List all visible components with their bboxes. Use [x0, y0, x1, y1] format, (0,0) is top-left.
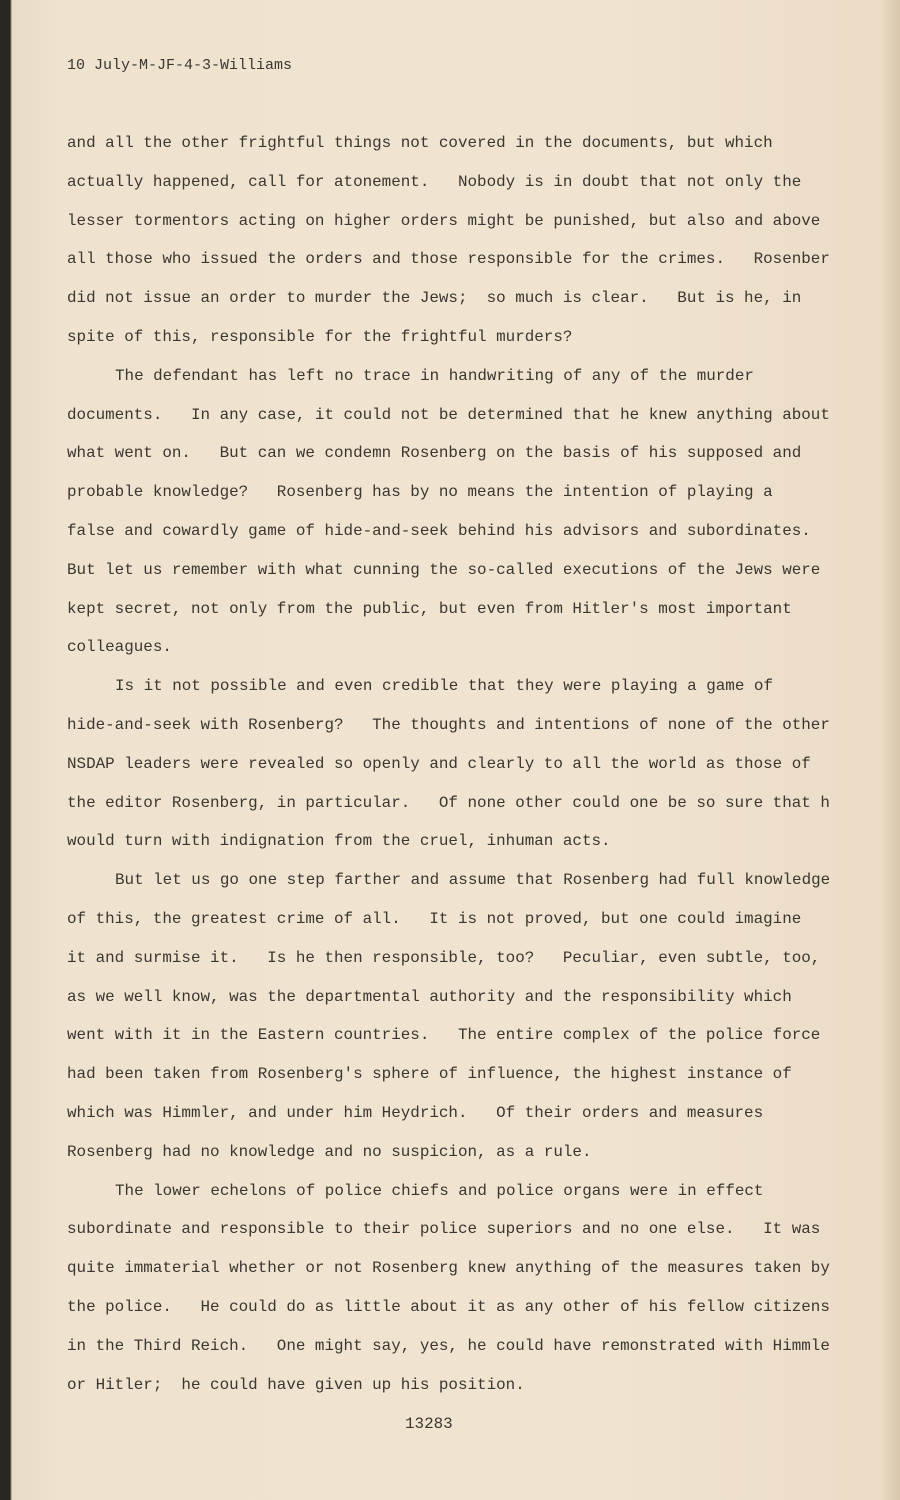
page-number: 13283 — [405, 1415, 453, 1433]
text-line: Rosenberg had no knowledge and no suspicion, as a rule. — [67, 1142, 592, 1161]
text-line: probable knowledge? Rosenberg has by no means the intention of playing a — [67, 483, 773, 502]
text-line: would turn with indignation from the cruel, inhuman acts. — [67, 832, 611, 851]
text-line: had been taken from Rosenberg's sphere of influence, the highest instance of — [67, 1065, 792, 1084]
document-body — [67, 133, 857, 1413]
text-line: which was Himmler, and under him Heydrich. Of their orders and measures — [67, 1103, 764, 1122]
text-line: of this, the greatest crime of all. It is not proved, but one could imagine — [67, 909, 802, 928]
text-line: what went on. But can we condemn Rosenberg on the basis of his supposed and — [67, 444, 802, 463]
text-line: actually happened, call for atonement. Nobody is in doubt that not only the — [67, 172, 802, 191]
text-line: spite of this, responsible for the frightful murders? — [67, 327, 573, 346]
text-line: went with it in the Eastern countries. The entire complex of the police force — [67, 1026, 821, 1045]
text-line: the police. He could do as little about it as any other of his fellow citizens — [67, 1297, 830, 1316]
text-line: But let us remember with what cunning the so-called executions of the Jews were — [67, 560, 821, 579]
text-line: did not issue an order to murder the Jews; so much is clear. But is he, in — [67, 289, 802, 308]
text-line: The defendant has left no trace in handwriting of any of the murder — [115, 366, 754, 385]
text-line: false and cowardly game of hide-and-seek behind his advisors and subordinates. — [67, 521, 811, 540]
text-line: hide-and-seek with Rosenberg? The thoughts and intentions of none of the other — [67, 715, 830, 734]
text-line: and all the other frightful things not covered in the documents, but which — [67, 134, 773, 152]
page-header: 10 July-M-JF-4-3-Williams — [67, 57, 293, 74]
text-line: lesser tormentors acting on higher orders might be punished, but also and above — [67, 211, 821, 230]
text-line: But let us go one step farther and assume that Rosenberg had full knowledge — [115, 871, 831, 890]
text-line: as we well know, was the departmental authority and the responsibility which — [67, 987, 792, 1006]
text-line: Is it not possible and even credible that they were playing a game of — [115, 677, 773, 696]
text-line: or Hitler; he could have given up his position. — [67, 1375, 525, 1394]
text-line: subordinate and responsible to their police superiors and no one else. It was — [67, 1220, 821, 1239]
text-line: NSDAP leaders were revealed so openly and clearly to all the world as those of — [67, 754, 811, 773]
text-line: the editor Rosenberg, in particular. Of none other could one be so sure that h — [67, 793, 830, 812]
text-line: documents. In any case, it could not be determined that he knew anything about — [67, 405, 830, 424]
text-line: all those who issued the orders and those responsible for the crimes. Rosenber — [67, 250, 830, 269]
text-line: it and surmise it. Is he then responsible, too? Peculiar, even subtle, too, — [67, 948, 821, 967]
text-line: kept secret, not only from the public, but even from Hitler's most important — [67, 599, 792, 618]
text-line: colleagues. — [67, 638, 172, 657]
text-line: in the Third Reich. One might say, yes, he could have remonstrated with Himmle — [67, 1336, 830, 1355]
text-line: quite immaterial whether or not Rosenberg knew anything of the measures taken by — [67, 1259, 830, 1278]
text-line: The lower echelons of police chiefs and police organs were in effect — [115, 1181, 764, 1200]
